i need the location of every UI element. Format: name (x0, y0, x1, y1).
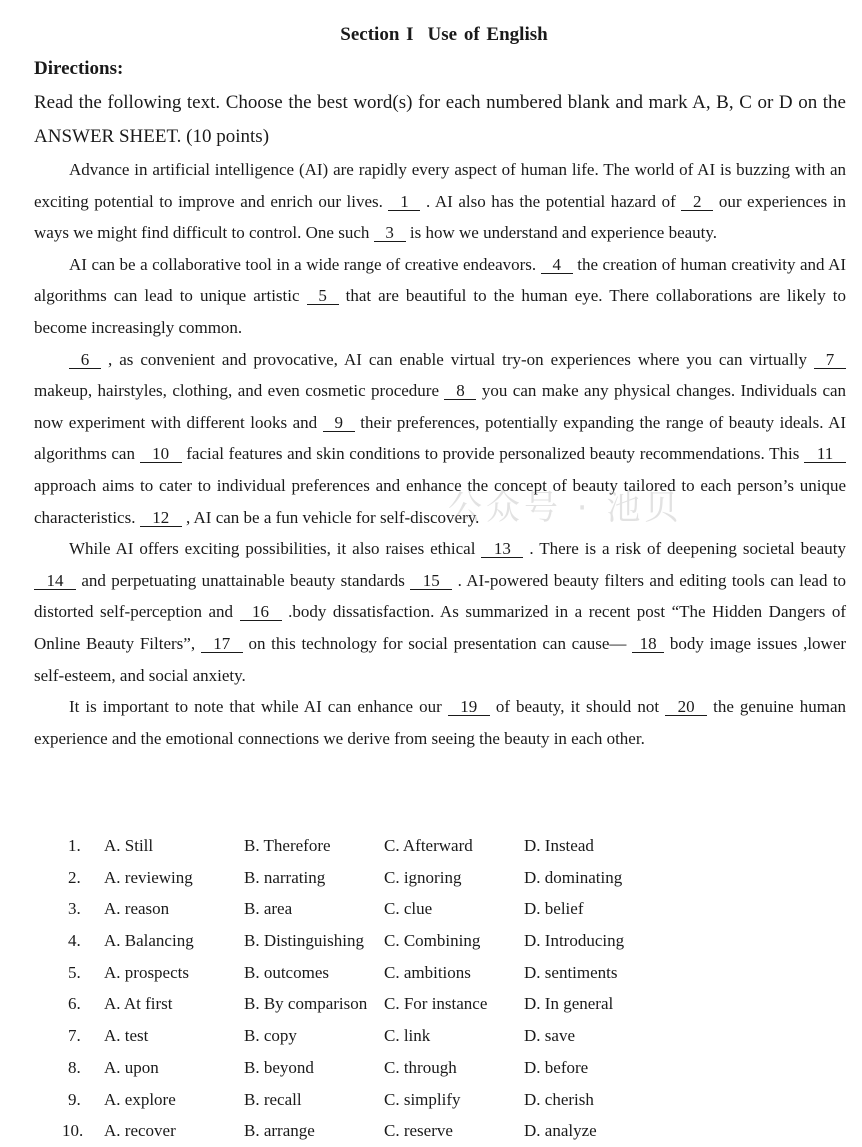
option-row (34, 1115, 734, 1147)
passage-text: While AI offers exciting possibilities, it also raises ethical (69, 539, 476, 559)
option-c: C. For instance (384, 994, 488, 1014)
option-b: B. beyond (244, 1057, 314, 1077)
blank-15: 15 (410, 572, 452, 590)
blank-6: 6 (69, 351, 101, 369)
watermark: 公众号 · 池贝 (448, 488, 683, 528)
passage-text: their preferences, potentially expanding the range of beauty ideals. AI algorithms can (34, 412, 847, 464)
option-b: B. arrange (244, 1121, 315, 1141)
option-row (34, 1052, 734, 1084)
passage-text: , as convenient and provocative, AI can enable virtual try-on experiences where you can virtually (107, 349, 808, 369)
option-d: D. sentiments (524, 962, 618, 982)
option-c: C. reserve (384, 1121, 453, 1141)
blank-19: 19 (448, 698, 490, 716)
passage-text: that are beautiful to the human eye. There collaborations are likely to become increasingly common. (34, 286, 847, 337)
passage-text: facial features and skin conditions to provide personalized beauty recommendations. This (186, 444, 800, 464)
blank-14: 14 (34, 572, 76, 590)
option-a: A. reviewing (104, 867, 193, 887)
section-title-part-a: Section I (340, 24, 414, 45)
question-number: 8. (68, 1057, 81, 1077)
blank-2: 2 (681, 193, 713, 211)
option-row (34, 1084, 734, 1116)
option-b: B. By comparison (244, 994, 368, 1014)
blank-1: 1 (388, 193, 420, 211)
option-a: A. recover (104, 1121, 176, 1141)
option-d: D. cherish (524, 1089, 594, 1109)
option-d: D. In general (524, 994, 614, 1014)
option-d: D. belief (524, 899, 584, 919)
option-b: B. Distinguishing (244, 931, 364, 951)
option-a: A. Balancing (104, 931, 194, 951)
option-a: A. Still (104, 836, 154, 855)
passage-paragraph-3 (34, 344, 846, 534)
option-a: A. prospects (104, 962, 189, 982)
blank-18: 18 (632, 635, 664, 653)
blank-13: 13 (481, 540, 523, 558)
option-c: C. ignoring (384, 867, 462, 887)
question-number: 6. (68, 994, 81, 1014)
blank-10: 10 (140, 445, 182, 463)
passage-text: our experiences in ways we might find difficult to control. One such (34, 191, 847, 243)
question-number: 2. (68, 867, 81, 887)
option-b: B. recall (244, 1089, 302, 1109)
passage-text: approach aims to cater to individual preferences and enhance the concept of beauty tailored to each person’s unique characteristics. (34, 475, 846, 527)
question-number: 10. (62, 1121, 84, 1141)
option-a: A. upon (104, 1057, 159, 1077)
passage-text: . AI-powered beauty filters and editing tools can lead to distorted self-perception and (34, 570, 847, 622)
passage-text: .body dissatisfaction. As summarized in a recent post “The Hidden Dangers of Online Beauty Filters”, (34, 602, 846, 653)
document-page (34, 18, 846, 754)
passage-paragraph-5 (34, 691, 846, 754)
passage-text: It is important to note that while AI can enhance our (69, 697, 442, 717)
directions-label: Directions: (34, 58, 124, 79)
option-b: B. area (244, 899, 293, 919)
passage-text: and perpetuating unattainable beauty standards (81, 570, 405, 590)
question-number: 1. (68, 836, 81, 855)
option-d: D. Instead (524, 836, 594, 855)
passage-text: makeup, hairstyles, clothing, and even cosmetic procedure (34, 381, 439, 401)
passage-text: of beauty, it should not (495, 697, 660, 717)
option-d: D. Introducing (524, 931, 625, 951)
option-a: A. reason (104, 899, 170, 919)
passage-text: , AI can be a fun vehicle for self-discovery. (185, 507, 480, 527)
passage-paragraph-1 (34, 154, 846, 249)
question-number: 7. (68, 1026, 81, 1046)
option-row (34, 925, 734, 957)
blank-8: 8 (444, 382, 476, 400)
section-title (42, 18, 846, 52)
passage-text: AI can be a collaborative tool in a wide range of creative endeavors. (69, 254, 537, 274)
blank-16: 16 (240, 603, 282, 621)
option-b: B. narrating (244, 867, 326, 887)
option-b: B. outcomes (244, 962, 329, 982)
answer-options (34, 830, 734, 1147)
blank-20: 20 (665, 698, 707, 716)
question-number: 3. (68, 899, 81, 919)
passage-paragraph-4 (34, 533, 846, 691)
blank-7: 7 (814, 351, 846, 369)
option-c: C. Afterward (384, 836, 473, 855)
blank-17: 17 (201, 635, 243, 653)
option-c: C. simplify (384, 1089, 461, 1109)
option-b: B. copy (244, 1026, 297, 1046)
passage-text: . AI also has the potential hazard of (426, 191, 676, 211)
option-d: D. save (524, 1026, 575, 1046)
blank-5: 5 (307, 287, 339, 305)
blank-11: 11 (804, 445, 846, 463)
passage-text: you can make any physical changes. Individuals can now experiment with different looks and (34, 381, 847, 432)
option-a: A. test (104, 1026, 149, 1046)
blank-12: 12 (140, 509, 182, 527)
blank-4: 4 (541, 256, 573, 274)
question-number: 5. (68, 962, 81, 982)
option-row (34, 988, 734, 1020)
option-c: C. clue (384, 899, 433, 919)
passage-text: on this technology for social presentation can cause— (248, 633, 627, 653)
option-c: C. through (384, 1057, 457, 1077)
passage-text: the genuine human experience and the emotional connections we derive from seeing the beauty in each other. (34, 697, 847, 748)
option-row (34, 957, 734, 989)
question-number: 4. (68, 931, 81, 951)
option-a: A. At first (104, 994, 173, 1014)
passage-text: Advance in artificial intelligence (AI) are rapidly every aspect of human life. The world of AI is buzzing with an exciting potential to improve and enrich our lives. (34, 160, 846, 211)
blank-3: 3 (374, 224, 406, 242)
option-c: C. link (384, 1026, 431, 1046)
option-d: D. dominating (524, 867, 623, 887)
option-a: A. explore (104, 1089, 176, 1109)
option-c: C. ambitions (384, 962, 471, 982)
passage-text: the creation of human creativity and AI algorithms can lead to unique artistic (34, 254, 847, 306)
option-d: D. analyze (524, 1121, 597, 1141)
section-title-part-b: Use of English (427, 24, 548, 45)
option-row (34, 1020, 734, 1052)
passage-text: . There is a risk of deepening societal beauty (529, 539, 846, 559)
passage-paragraph-2 (34, 249, 846, 344)
passage-text: body image issues ,lower self-esteem, and social anxiety. (34, 633, 847, 685)
option-c: C. Combining (384, 931, 481, 951)
question-number: 9. (68, 1089, 81, 1109)
option-row (34, 862, 734, 894)
option-d: D. before (524, 1057, 589, 1077)
option-row (34, 893, 734, 925)
passage-text: is how we understand and experience beauty. (409, 223, 718, 243)
option-b: B. Therefore (244, 836, 331, 855)
blank-9: 9 (323, 414, 355, 432)
instructions-text: Read the following text. Choose the best word(s) for each numbered blank and mark A, B, C or D on the ANSWER SHEET. (10 points) (34, 92, 846, 147)
option-row (34, 830, 734, 862)
